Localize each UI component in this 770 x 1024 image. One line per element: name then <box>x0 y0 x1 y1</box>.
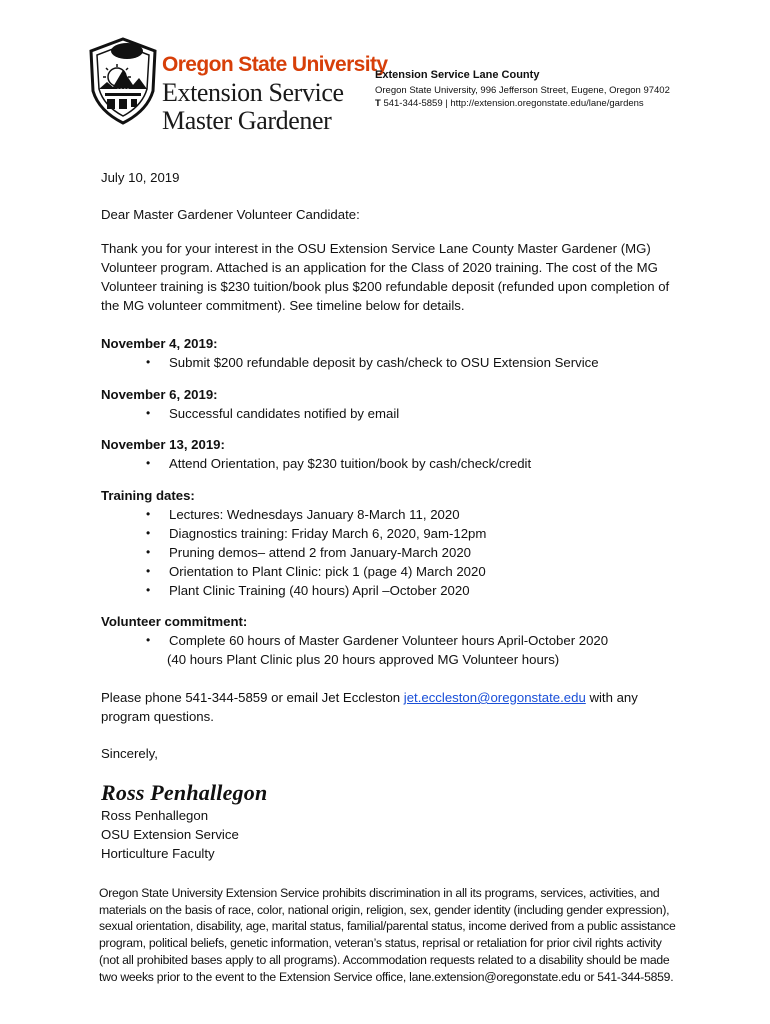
bullet-list <box>101 404 681 423</box>
program-name: Master Gardener <box>162 106 332 135</box>
svg-text:1868: 1868 <box>116 89 130 95</box>
university-name: Oregon State University <box>162 53 388 76</box>
email-link[interactable]: jet.eccleston@oregonstate.edu <box>403 690 586 705</box>
list-item: • Submit $200 refundable deposit by cash/check to OSU Extension Service <box>169 353 681 372</box>
list-item: • Pruning demos– attend 2 from January-March 2020 <box>169 543 681 562</box>
section-heading: Training dates: <box>101 488 195 503</box>
intro-paragraph: Thank you for your interest in the OSU Extension Service Lane County Master Gardener (MG) Volunteer program. Attached is an application for the Class of 2020 training. The cost of the MG Volunteer training is $230 tuition/book plus $200 refundable deposit (refunded upon completion of the MG volunteer commitment). See timeline below for details. <box>101 241 670 313</box>
closing: Sincerely, <box>101 746 158 761</box>
contact-text-end: with any program questions. <box>101 690 638 724</box>
contact-paragraph <box>101 688 676 726</box>
signer-title: Horticulture Faculty <box>101 846 215 861</box>
phone-label: T <box>375 98 381 109</box>
letter-date: July 10, 2019 <box>101 170 180 185</box>
signature: Ross Penhallegon <box>101 780 268 805</box>
unit-name: Extension Service <box>162 78 344 107</box>
salutation: Dear Master Gardener Volunteer Candidate: <box>101 207 360 222</box>
timeline-section <box>101 435 681 473</box>
osu-beaver-seal-icon <box>87 37 159 125</box>
contact-text: Please phone 541-344-5859 or email Jet Eccleston <box>101 690 404 705</box>
signer-name: Ross Penhallegon <box>101 808 209 823</box>
list-item: • Orientation to Plant Clinic: pick 1 (page 4) March 2020 <box>169 562 681 581</box>
signer-org: OSU Extension Service <box>101 827 239 842</box>
list-item: • Complete 60 hours of Master Gardener Volunteer hours April-October 2020 <box>169 631 681 650</box>
signature-block <box>101 806 239 863</box>
list-item: • Successful candidates notified by email <box>169 404 681 423</box>
section-heading: November 6, 2019: <box>101 387 218 402</box>
volunteer-commitment-section <box>101 612 681 669</box>
training-dates-section <box>101 486 681 600</box>
office-contact <box>375 98 644 109</box>
bullet-list <box>101 631 681 650</box>
section-heading: Volunteer commitment: <box>101 614 248 629</box>
timeline-section <box>101 385 681 423</box>
list-item: • Lectures: Wednesdays January 8-March 11, 2020 <box>169 505 681 524</box>
section-heading: November 13, 2019: <box>101 437 225 452</box>
list-item: • Diagnostics training: Friday March 6, 2020, 9am-12pm <box>169 524 681 543</box>
list-item: • Attend Orientation, pay $230 tuition/book by cash/check/credit <box>169 454 681 473</box>
bullet-list <box>101 454 681 473</box>
office-address: Oregon State University, 996 Jefferson Street, Eugene, Oregon 97402 <box>375 85 670 96</box>
bullet-list <box>101 505 681 600</box>
list-item: • Plant Clinic Training (40 hours) April –October 2020 <box>169 581 681 600</box>
nondiscrimination-statement: Oregon State University Extension Service prohibits discrimination in all its programs, services, activities, and materials on the basis of race, color, national origin, religion, sex, gender identity (including gender expression), sexual orientation, disability, age, marital status, familial/parental status, income derived from a public assistance program, political beliefs, genetic information, veteran’s status, reprisal or retaliation for prior civil rights activity (not all prohibited bases apply to all programs). Accommodation requests related to a disability should be made two weeks prior to the event to the Extension Service office, lane.extension@oregonstate.edu or 541-344-5859. <box>99 886 676 984</box>
bullet-list <box>101 353 681 372</box>
list-item-continuation: (40 hours Plant Clinic plus 20 hours approved MG Volunteer hours) <box>167 652 560 667</box>
phone-and-url: 541-344-5859 | http://extension.oregonstate.edu/lane/gardens <box>383 98 644 109</box>
timeline-section <box>101 334 681 372</box>
section-heading: November 4, 2019: <box>101 336 218 351</box>
office-name: Extension Service Lane County <box>375 69 540 81</box>
